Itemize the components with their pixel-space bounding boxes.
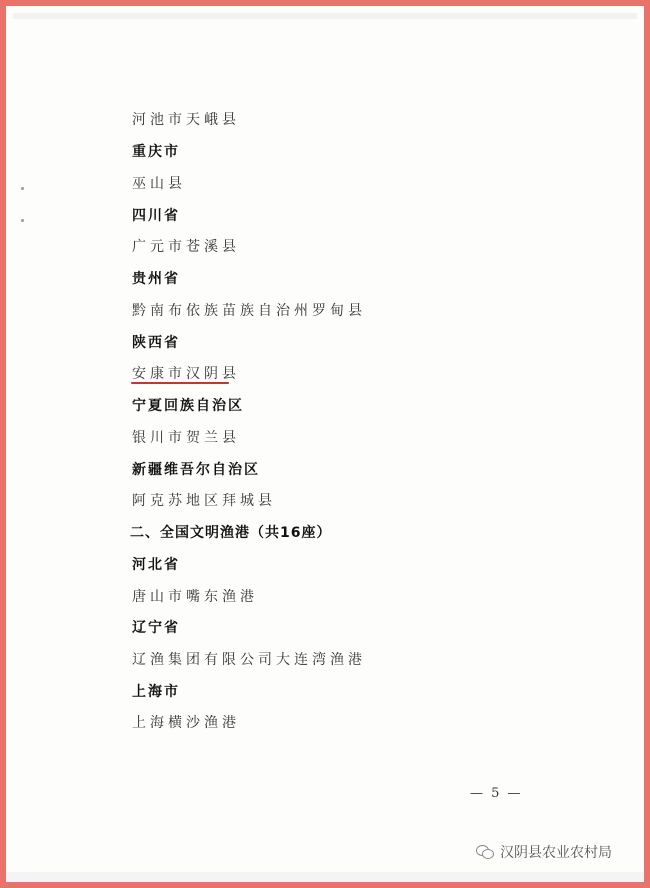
province-heading: 重庆市 <box>132 144 180 160</box>
scan-speck <box>21 219 24 222</box>
list-line: 唐山市嘴东渔港 <box>132 589 258 605</box>
province-heading: 河北省 <box>132 557 180 573</box>
province-heading: 四川省 <box>132 208 180 224</box>
province-heading: 辽宁省 <box>132 620 180 636</box>
list-line: 巫山县 <box>132 176 186 192</box>
highlighted-list-line: 安康市汉阴县 <box>132 366 240 382</box>
section-heading: 二、全国文明渔港（共16座） <box>130 525 332 541</box>
page-top-edge <box>13 13 637 875</box>
province-heading: 陕西省 <box>132 335 180 351</box>
list-line: 上海横沙渔港 <box>132 715 240 731</box>
list-line: 广元市苍溪县 <box>132 239 240 255</box>
page-number: — 5 — <box>470 786 523 801</box>
wechat-watermark <box>476 842 612 862</box>
account-name: 汉阴县农业农村局 <box>500 845 612 861</box>
list-line: 阿克苏地区拜城县 <box>132 493 276 509</box>
highlight-underline <box>131 382 229 384</box>
province-heading: 上海市 <box>132 684 180 700</box>
list-line: 辽渔集团有限公司大连湾渔港 <box>132 652 366 668</box>
province-heading: 宁夏回族自治区 <box>132 398 244 414</box>
list-line: 黔南布依族苗族自治州罗甸县 <box>132 303 366 319</box>
list-line: 银川市贺兰县 <box>132 430 240 446</box>
province-heading: 贵州省 <box>132 271 180 287</box>
page-bottom-edge <box>6 872 644 882</box>
wechat-icon <box>476 845 494 859</box>
scan-speck <box>21 187 24 190</box>
province-heading: 新疆维吾尔自治区 <box>132 462 260 478</box>
list-line: 河池市天峨县 <box>132 112 240 128</box>
